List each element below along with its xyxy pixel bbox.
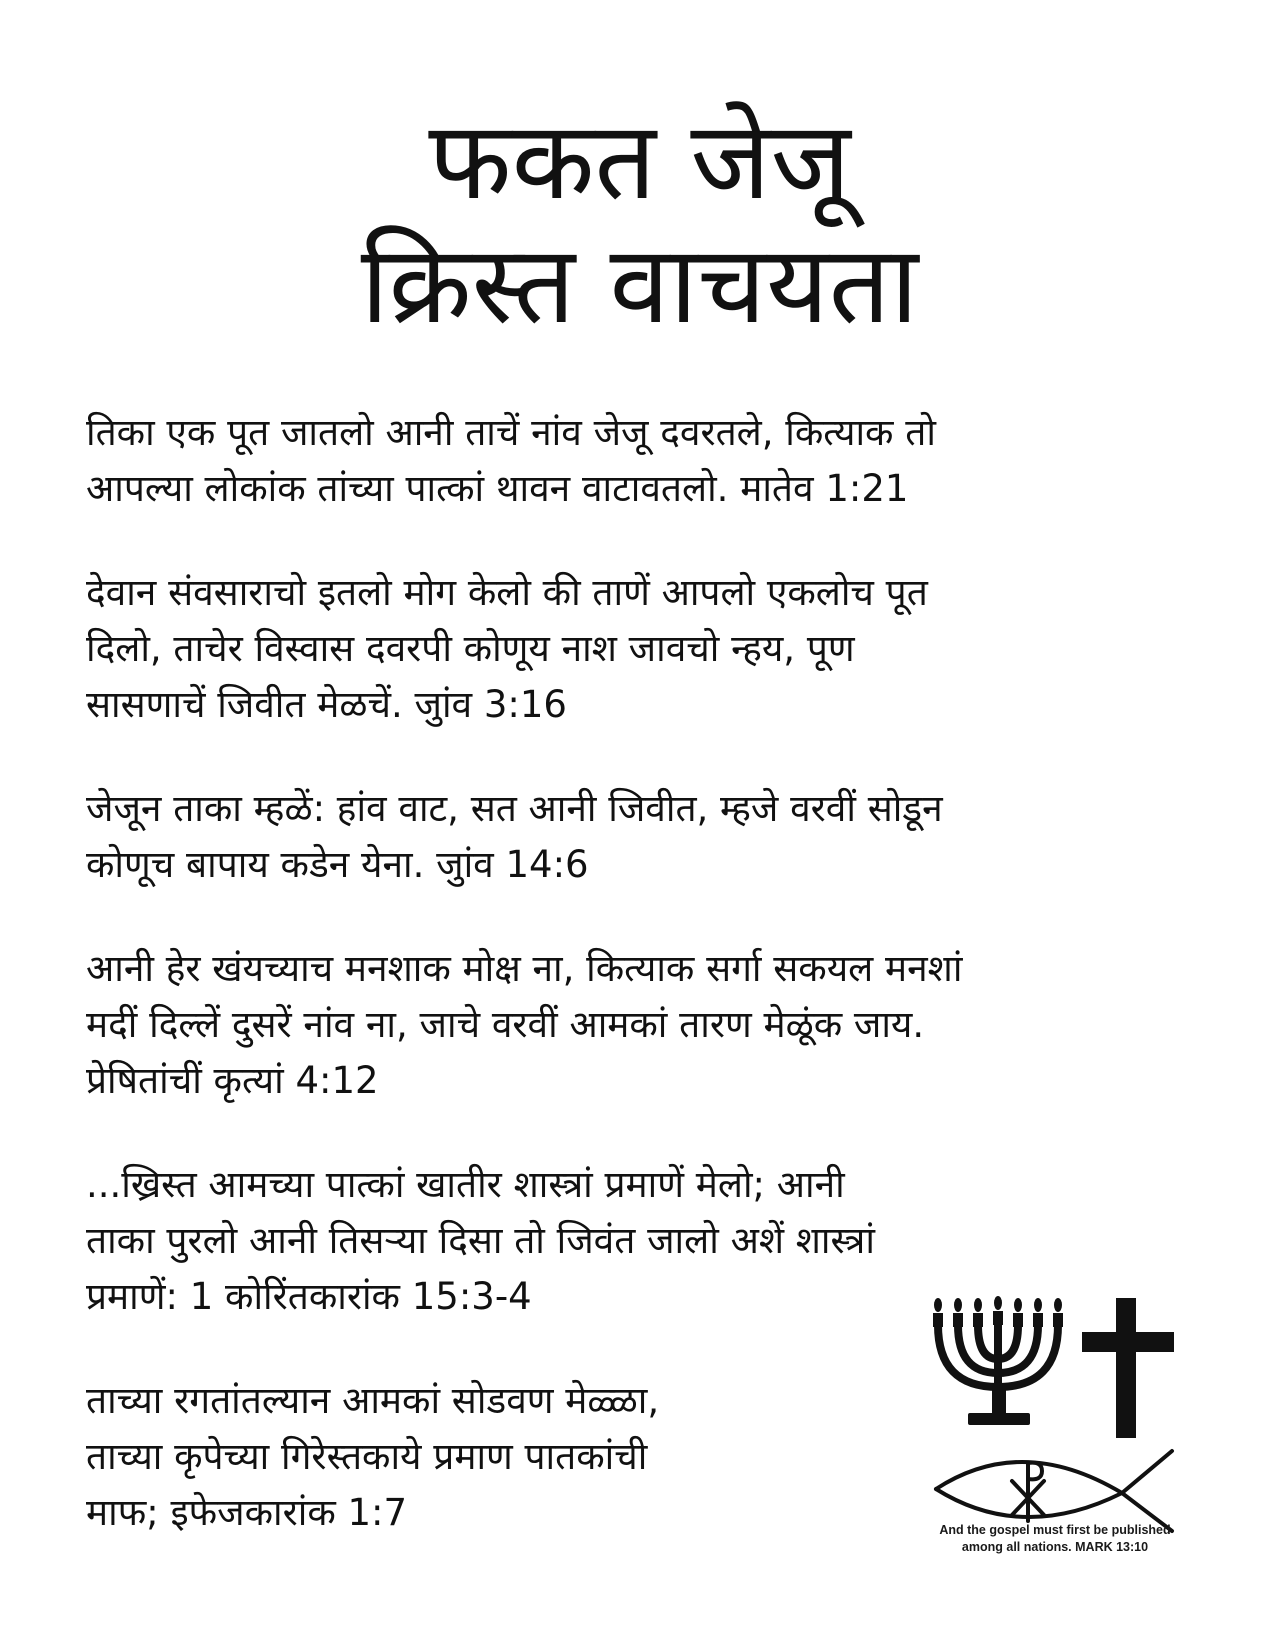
verse-6	[86, 1373, 906, 1541]
verse-line: ...ख्रिस्त आमच्या पात्कां खातीर शास्त्रां प्रमाणें मेलो; आनी	[86, 1163, 845, 1206]
verse-1	[86, 405, 1206, 517]
verse-line: कोणूच बापाय कडेन येना. जुांव 14:6	[86, 843, 589, 886]
verse-line: देवान संवसाराचो इतलो मोग केलो की ताणें आपलो एकलोच पूत	[86, 571, 928, 614]
cross-icon	[1082, 1298, 1174, 1438]
verse-line: तिका एक पूत जातलो आनी ताचें नांव जेजू दवरतले, कित्याक तो	[86, 411, 936, 454]
verse-line: ताच्या कृपेच्या गिरेस्तकाये प्रमाण पातकांची	[86, 1435, 648, 1478]
verse-line: मदीं दिल्लें दुसरें नांव ना, जाचे वरवीं आमकां तारण मेळूंक जाय.	[86, 1003, 925, 1046]
verse-line: आपल्या लोकांक तांच्या पात्कां थावन वाटावतलो. मातेव 1:21	[86, 467, 909, 510]
verse-line: प्रमाणें: 1 कोरिंतकारांक 15:3-4	[86, 1275, 532, 1318]
footer-line-2: among all nations. MARK 13:10	[961, 1540, 1149, 1554]
verse-line: माफ; इफेजकारांक 1:7	[86, 1491, 408, 1534]
symbols-group	[930, 1295, 1180, 1525]
title-line-2: क्रिस्त वाचयता	[360, 223, 919, 348]
footer-caption	[890, 1522, 1220, 1556]
verse-line: सासणाचें जिवीत मेळचें. जुांव 3:16	[86, 683, 567, 726]
menorah-icon	[930, 1295, 1070, 1430]
verse-line: ताच्या रगतांतल्यान आमकां सोडवण मेळ्ळा,	[86, 1379, 660, 1422]
title-line-1: फकत जेजू	[428, 99, 851, 224]
verse-line: दिलो, ताचेर विस्वास दवरपी कोणूय नाश जावचो न्हय, पूण	[86, 627, 855, 670]
verse-line: प्रेषितांचीं कृत्यां 4:12	[86, 1059, 379, 1102]
verse-2	[86, 565, 1206, 733]
verse-3	[86, 781, 1206, 893]
footer-line-1: And the gospel must first be published	[939, 1523, 1171, 1537]
page-title	[0, 100, 1279, 348]
verse-line: जेजून ताका म्हळें: हांव वाट, सत आनी जिवीत, म्हजे वरवीं सोडून	[86, 787, 943, 830]
verse-line: आनी हेर खंयच्याच मनशाक मोक्ष ना, कित्याक सर्गा सकयल मनशां	[86, 947, 963, 990]
verse-line: ताका पुरलो आनी तिसऱ्या दिसा तो जिवंत जालो अशें शास्त्रां	[86, 1219, 875, 1262]
verse-4	[86, 941, 1206, 1109]
